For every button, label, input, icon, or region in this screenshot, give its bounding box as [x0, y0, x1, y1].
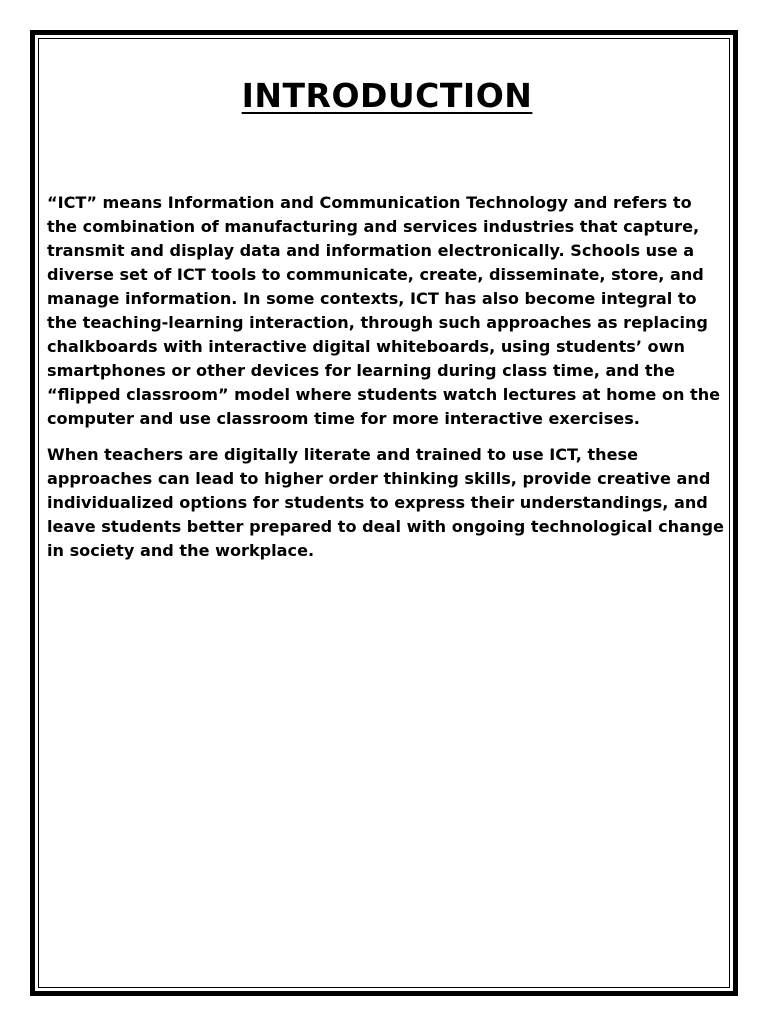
document-title-text: INTRODUCTION	[241, 76, 533, 115]
paragraph-ict-definition: “ICT” means Information and Communication Technology and refers to the combination of manufacturing and services industries that capture, transmit and display data and information electronically. Schools use a diverse set of ICT tools to communicate, create, disseminate, store, and manage information. In some contexts, ICT has also become integral to the teaching-learning interaction, through such approaches as replacing chalkboards with interactive digital whiteboards, using students’ own smartphones or other devices for learning during class time, and the “flipped classroom” model where students watch lectures at home on the computer and use classroom time for more interactive exercises.	[47, 193, 721, 428]
document-content	[47, 76, 727, 563]
document-title	[47, 76, 727, 116]
paragraph-teacher-literacy: When teachers are digitally literate and trained to use ICT, these approaches can lead to higher order thinking skills, provide creative and individualized options for students to express their understandings, and leave students better prepared to deal with ongoing technological change in society and the workplace.	[47, 445, 724, 560]
